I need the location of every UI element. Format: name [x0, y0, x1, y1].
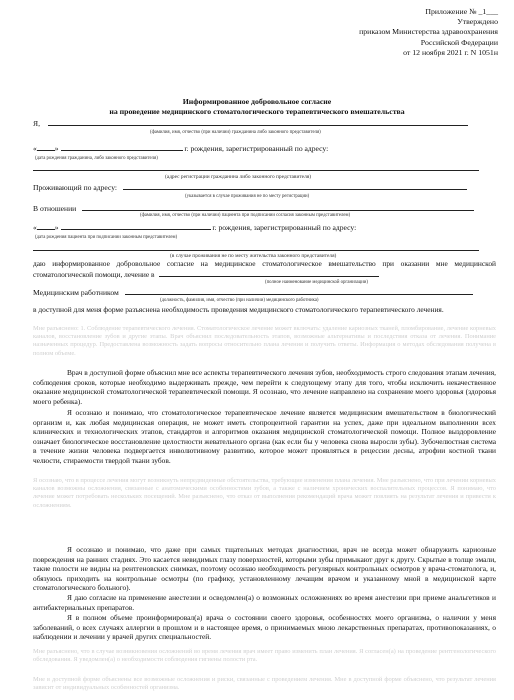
- approval-block: [298, 7, 498, 58]
- approval-country: Российской Федерации: [420, 37, 498, 47]
- title-line-1: Информированное добровольное согласие: [182, 97, 332, 106]
- registration-address-field[interactable]: [33, 163, 479, 171]
- i-label: Я,: [33, 119, 40, 128]
- birth-day-field[interactable]: [37, 143, 55, 151]
- patient-name-field[interactable]: [48, 118, 468, 126]
- paragraph-2: Я осознаю и понимаю, что стоматологическое терапевтическое лечение является медицинским вмешательством в биологический организм и, как любая медицинская операция, не может иметь стопроцентной гарантии на успех, даже при идеальном выполнении всех клинических и технологических этапов, стандартов и алгоритмов оказания медицинской стоматологической помощи. Полное выздоровление означает биологическое восстановление целостности жевательного органа (как если бы у человека снова выросли зубы). Зубочелюстная система в течение жизни человека подвергается инволютивному развитию, которое может проявляться в рецессии десны, атрофии костной ткани челюсти, стираемости твердой ткани зубов.: [33, 408, 496, 465]
- patient-address-hint: (в случае проживания не по месту жительства законного представителя): [170, 253, 337, 259]
- year-birth-label: г. рождения, зарегистрированный по адресу:: [184, 144, 329, 153]
- registration-address-row: [33, 163, 496, 174]
- paragraph-1: Врач в доступной форме объяснил мне все аспекты терапевтического лечения зубов, необходимость строго следования этапам лечения, соблюдения сроков, которые необходимо выдерживать прежде, чем перейти к следующему этапу для того, чтобы исключить некачественное оказание медицинской стоматологической терапевтической помощи. Я осознаю, что лечение направлено на сохранение моего здоровья (здоровья моего ребенка).: [33, 368, 496, 406]
- title-line-2: на проведение медицинского стоматологического терапевтического вмешательства: [109, 107, 405, 116]
- consent-text: даю информированное добровольное согласие на медицинское стоматологическое вмешательство при оказании мне медицинской стоматологической помощи, лечение в: [33, 259, 496, 279]
- faint-text-block-3: Мне разъяснено, что в случае возникновения осложнений во время лечения врач имеет право изменить план лечения. Я согласен(а) на проведение рентгенологического обследования. Я уведомлен(а) о необходимости соблюдения гигиены полости рта.: [33, 648, 496, 664]
- quote-open: «: [33, 144, 37, 153]
- patient-name-hint: (фамилия, имя, отчество (при наличии) гражданина либо законного представителя): [150, 130, 321, 135]
- residing-row: [33, 182, 496, 193]
- faint-text-block-1: Мне разъяснено: 1. Соблюдение терапевтического лечения. Стоматологическое лечение может включать: удаление кариозных тканей, пломбирование, лечение корневых каналов, восстановление зубов и другие этапы. Врач объяснил последовательность этапов, возможные альтернативы и последствия отказа от лечения. Понимание назначенных процедур. Предоставлена возможность задать вопросы относительно плана лечения и получить ответы. Информация о методах обследования получена в полном объеме.: [33, 325, 496, 357]
- residing-address-field[interactable]: [123, 182, 467, 190]
- medical-worker-label: Медицинским работником: [33, 288, 119, 297]
- registration-address-hint: (адрес регистрации гражданина либо законного представителя): [165, 174, 312, 180]
- medical-worker-row: [33, 287, 496, 298]
- birth-date-hint: (дата рождения гражданина, либо законного представителя): [35, 156, 158, 161]
- residing-hint: (указывается в случае проживания не по месту регистрации): [185, 194, 310, 199]
- paragraph-4: Я даю согласие на применение анестезии и осведомлен(а) о возможных осложнениях во время анестезии при приеме анальгетиков и антибактериальных препаратов.: [33, 593, 496, 612]
- paragraph-5: Я в полном объеме проинформировал(а) врача о состоянии своего здоровья, особенностях моего организма, о наличии у меня заболеваний, о всех случаях аллергии в прошлом и в настоящее время, о принимаемых мною лекарственных препаратах, противопоказаниях, о наблюдении и лечении у врачей других специальностей.: [33, 613, 496, 642]
- patient-birth-day-field[interactable]: [37, 222, 55, 230]
- medical-worker-hint: (должность, фамилия, имя, отчество (при наличии) медицинского работника): [160, 298, 319, 303]
- residing-label: Проживающий по адресу:: [33, 183, 118, 192]
- explained-statement: в доступной для меня форме разъяснена необходимость проведения медицинского стоматологического терапевтического лечения.: [33, 305, 444, 314]
- paragraph-3: Я осознаю и понимаю, что даже при самых тщательных методах диагностики, врач не всегда может обнаружить кариозные повреждения на ранних стадиях. Это касается невидимых глазу поверхностей, которыми зубы примыкают друг к другу. Скрытые в толще эмали, такие полости не видны на рентгеновских снимках, поэтому осознаю необходимость регулярных контрольных осмотров у врача-стоматолога, и, обязуюсь приходить на контрольные осмотры (по графику, установленному лечащим врачом и указанному мной в медицинской карте стоматологического больного).: [33, 545, 496, 593]
- patient-name-row: [33, 118, 496, 129]
- patient-address-field[interactable]: [33, 243, 479, 251]
- patient-birth-month-year-field[interactable]: [61, 222, 211, 230]
- quote-open-2: «: [33, 223, 37, 232]
- year-birth-label-2: г. рождения, зарегистрированный по адресу:: [212, 223, 357, 232]
- approved-label: Утверждено: [457, 17, 498, 27]
- approval-order: приказом Министерства здравоохранения: [359, 27, 498, 37]
- patient-representative-field[interactable]: [82, 203, 474, 211]
- regarding-label: В отношении: [33, 204, 77, 213]
- organization-field[interactable]: [159, 269, 379, 277]
- consent-statement: [33, 259, 496, 279]
- quote-close-2: »: [54, 223, 59, 232]
- patient-birth-row: [33, 222, 496, 233]
- quote-close: »: [54, 144, 59, 153]
- birth-date-row: [33, 143, 496, 154]
- appendix-number: Приложение № _1___: [425, 7, 498, 16]
- faint-text-block-4: Мне в доступной форме объяснены все возможные осложнения и риски, связанные с проведением лечения. Мне в доступной форме объяснено, что результат лечения зависит от индивидуальных особенностей организма.: [33, 676, 496, 692]
- approval-date: от 12 ноября 2021 г. N 1051н: [403, 47, 498, 57]
- organization-hint: (полное наименование медицинской организации): [265, 280, 368, 285]
- birth-month-year-field[interactable]: [61, 143, 183, 151]
- document-title: [30, 97, 484, 117]
- regarding-hint: (фамилия, имя, отчество (при наличии) пациента при подписании согласия законным представителем): [140, 213, 351, 218]
- medical-worker-field[interactable]: [125, 287, 473, 295]
- faint-text-block-2: Я осознаю, что в процессе лечения могут возникнуть непредвиденные обстоятельства, требующие изменения плана лечения. Мне разъяснено, что при лечении корневых каналов возможны осложнения, связанные с анатомическими особенностями зубов, а также с наличием хронических воспалительных процессов. Я понимаю, что лечение может потребовать нескольких посещений. Мне разъяснено, что отказ от выполнения рекомендаций врача может повлиять на результат лечения и привести к осложнениям.: [33, 477, 496, 509]
- patient-birth-hint: (дата рождения пациента при подписании законным представителем): [35, 235, 178, 240]
